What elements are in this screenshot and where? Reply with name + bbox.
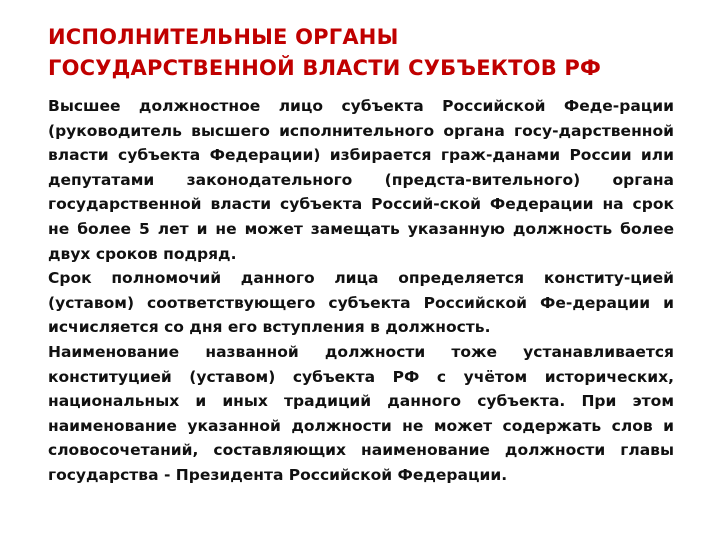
slide-title-line-2: ГОСУДАРСТВЕННОЙ ВЛАСТИ СУБЪЕКТОВ РФ (48, 56, 602, 80)
paragraph-highest-official: Высшее должностное лицо субъекта Российской Феде-рации (руководитель высшего исполнительного органа госу-дарственной власти субъекта Федерации) избирается граж-данами России или депутатами законодательного (предста-вительного) органа государственной власти субъекта Россий-ской Федерации на срок не более 5 лет и не может замещать указанную должность более двух сроков подряд. (48, 97, 674, 263)
paragraph-position-name: Наименование названной должности тоже устанавливается конституцией (уставом) субъекта РФ с учётом исторических, национальных и иных традиций данного субъекта. При этом наименование указанной должности не может содержать слов и словосочетаний, составляющих наименование должности главы государства - Президента Российской Федерации. (48, 342, 674, 484)
slide-title-line-1: ИСПОЛНИТЕЛЬНЫЕ ОРГАНЫ (48, 25, 399, 49)
paragraph-term-of-office: Срок полномочий данного лица определяется конститу-цией (уставом) соответствующего субъекта Российской Фе-дерации и исчисляется со дня его вступления в должность. (48, 269, 674, 337)
slide-title (48, 22, 688, 84)
slide-body (48, 94, 674, 488)
